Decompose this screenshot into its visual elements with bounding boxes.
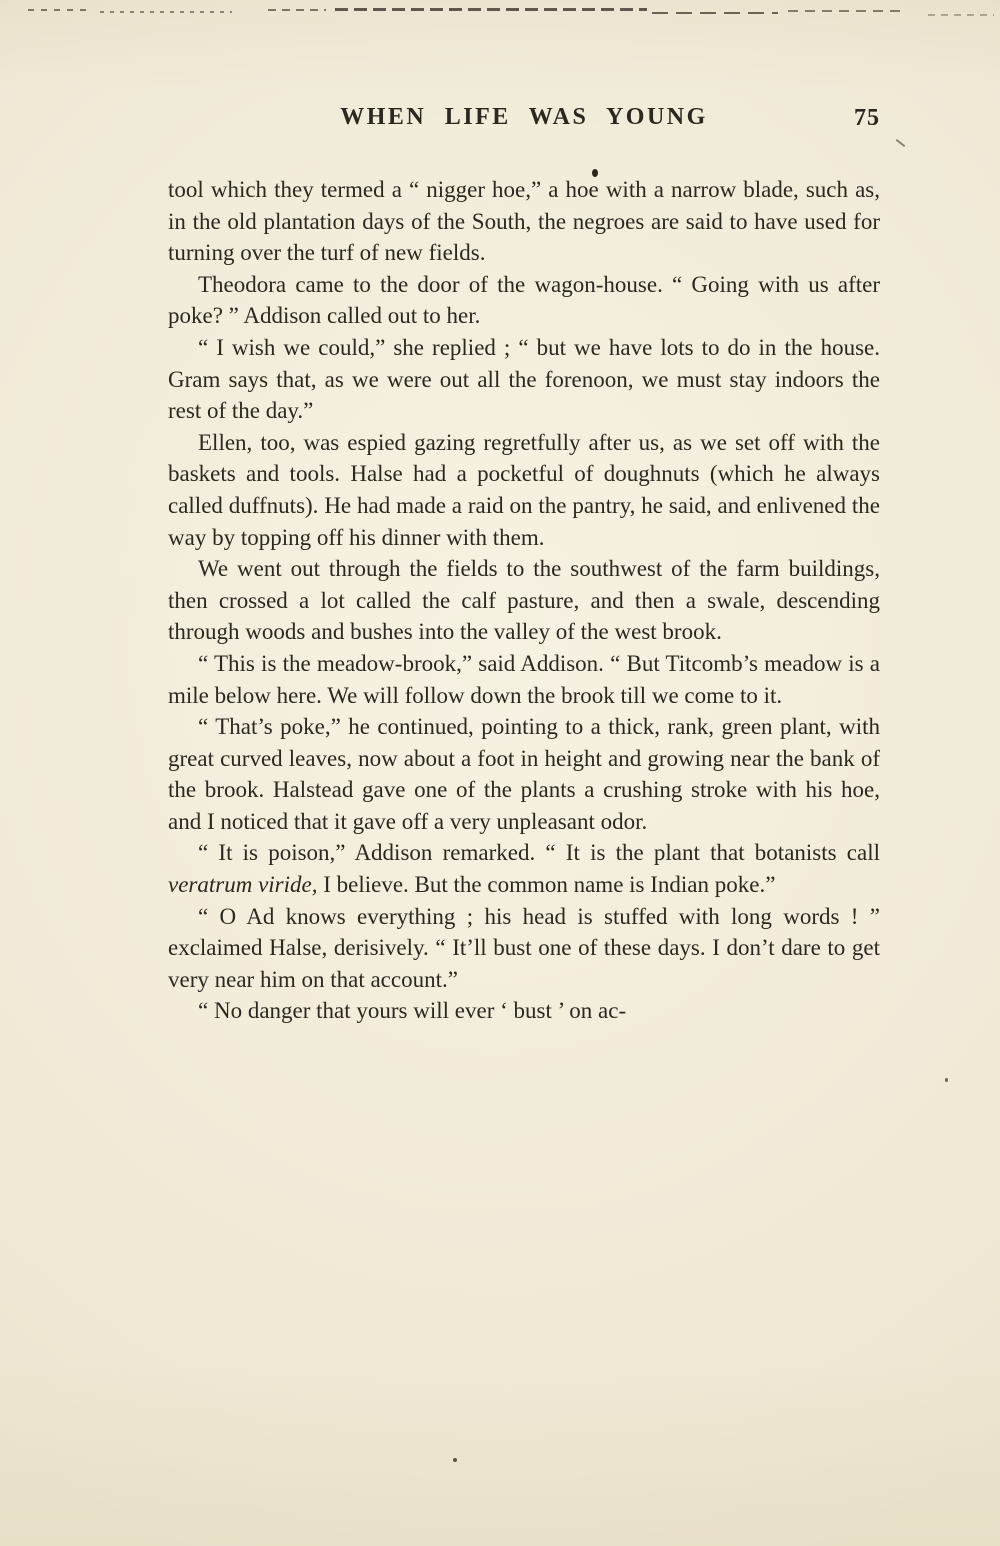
paragraph-segment: “ It is poison,” Addison remarked. “ It is the plant that botanists call <box>198 840 880 866</box>
paragraph: We went out through the fields to the southwest of the farm buildings, then crossed a lot called the calf pasture, and then a swale, descending through woods and bushes into the valley of the west brook. <box>168 556 880 645</box>
paragraph: “ No danger that yours will ever ‘ bust ’ on ac- <box>198 998 627 1024</box>
ink-speck <box>896 139 906 147</box>
running-header-title: WHEN LIFE WAS YOUNG <box>340 104 708 130</box>
running-header <box>168 102 880 136</box>
scan-artifact-top-edge <box>268 9 326 11</box>
paragraph: “ That’s poke,” he continued, pointing to a thick, rank, green plant, with great curved leaves, now about a foot in height and growing near the bank of the brook. Halstead gave one of the plants a crushing stroke with his hoe, and I noticed that it gave off a very unpleasant odor. <box>168 714 880 834</box>
paragraph: Ellen, too, was espied gazing regretfully after us, as we set off with the baskets and tools. Halse had a pocketful of doughnuts (which he always called duffnuts). He had made a raid on the pantry, he said, and enlivened the way by topping off his dinner with them. <box>168 429 880 550</box>
paragraph: “ I wish we could,” she replied ; “ but we have lots to do in the house. Gram says that, as we were out all the forenoon, we must stay indoors the rest of the day.” <box>168 334 880 424</box>
scan-artifact-top-edge <box>788 10 904 12</box>
ink-speck <box>453 1458 457 1462</box>
scan-artifact-top-edge <box>28 9 90 11</box>
paragraph: “ O Ad knows everything ; his head is stuffed with long words ! ” exclaimed Halse, derisively. “ It’ll bust one of these days. I don’t dare to get very near him on that account.” <box>168 903 880 992</box>
paragraph <box>168 837 880 900</box>
scan-artifact-top-edge <box>652 12 778 14</box>
paragraph: “ This is the meadow-brook,” said Addison. “ But Titcomb’s meadow is a mile below here. We will follow down the brook till we come to it. <box>168 650 880 708</box>
ink-speck <box>945 1078 948 1082</box>
latin-term: veratrum viride, <box>168 872 318 898</box>
paragraph: tool which they termed a “ nigger hoe,” a hoe with a narrow blade, such as, in the old plantation days of the South, the negroes are said to have used for turning over the turf of new fields. <box>168 177 880 266</box>
scan-artifact-top-edge <box>100 11 232 13</box>
paragraph-segment: I believe. But the common name is Indian poke.” <box>317 872 776 898</box>
page-text-block <box>168 102 880 1027</box>
scan-artifact-top-edge <box>928 14 994 16</box>
page-number: 75 <box>854 105 880 131</box>
scan-artifact-top-edge <box>335 8 647 11</box>
paragraph: Theodora came to the door of the wagon-house. “ Going with us after poke? ” Addison called out to her. <box>168 271 880 329</box>
